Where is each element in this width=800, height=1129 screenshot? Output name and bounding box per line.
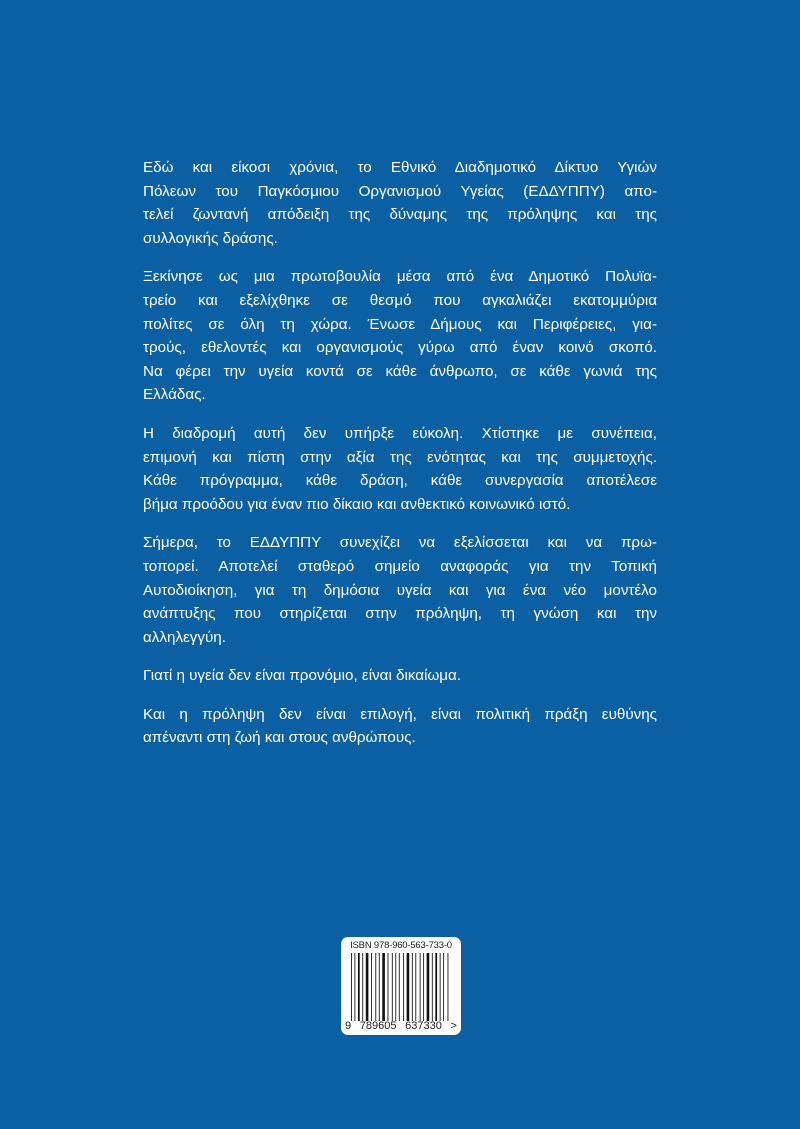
barcode-bar: [412, 953, 413, 1021]
barcode-bar: [395, 953, 396, 1021]
barcode-bar: [358, 953, 360, 1021]
barcode-bar: [371, 953, 372, 1021]
paragraph: [143, 664, 657, 688]
paragraph: [143, 703, 657, 750]
barcode-digit-group: 9: [345, 1020, 352, 1032]
barcode-bar: [403, 953, 404, 1021]
barcode-bar: [399, 953, 400, 1021]
text-line: επιμονή και πίστη στην αξία της ενότητας και της συμμετοχής.: [143, 448, 657, 466]
text-line: πολίτες σε όλη τη χώρα. Ένωσε Δήμους και Περιφέρειες, για-: [143, 315, 657, 333]
text-line: Κάθε πρόγραμμα, κάθε δράση, κάθε συνεργασία αποτέλεσε: [143, 472, 657, 490]
paragraph: [143, 156, 657, 250]
text-line: Σήμερα, το ΕΔΔΥΠΠΥ συνεχίζει να εξελίσσεται και να πρω-: [143, 534, 657, 552]
barcode-bar: [382, 953, 385, 1021]
text-line: απέναντι στη ζωή και στους ανθρώπους.: [143, 729, 416, 747]
text-line: Η διαδρομή αυτή δεν υπήρξε εύκολη. Χτίστηκε με συνέπεια,: [143, 424, 657, 442]
paragraph: [143, 531, 657, 649]
paragraph: [143, 422, 657, 516]
text-line: Αυτοδιοίκηση, για τη δημόσια υγεία και για ένα νέο μοντέλο: [143, 581, 657, 599]
barcode-bar: [443, 953, 444, 1021]
text-line: Να φέρει την υγεία κοντά σε κάθε άνθρωπο, σε κάθε γωνιά της: [143, 362, 657, 380]
text-line: Εδώ και είκοσι χρόνια, το Εθνικό Διαδημοτικό Δίκτυο Υγιών: [143, 159, 657, 176]
text-line: Πόλεων του Παγκόσμιου Οργανισμού Υγείας (ΕΔΔΥΠΠΥ) απο-: [143, 182, 657, 200]
barcode-bars: [351, 953, 451, 1021]
barcode-bar: [379, 953, 380, 1021]
barcode-bar: [407, 953, 410, 1021]
text-line: Γιατί η υγεία δεν είναι προνόμιο, είναι δικαίωμα.: [143, 667, 462, 685]
text-line: ανάπτυξης που στηρίζεται στην πρόληψη, τη γνώση και την: [143, 605, 657, 623]
text-line: συλλογικής δράσης.: [143, 229, 278, 247]
barcode-bar: [432, 953, 433, 1021]
paragraph: [143, 265, 657, 407]
barcode-bar: [448, 953, 449, 1021]
text-line: αλληλεγγύη.: [143, 628, 226, 646]
barcode-bar: [427, 953, 430, 1021]
barcode-bar: [375, 953, 376, 1021]
isbn-label: ISBN 978-960-563-733-0: [350, 940, 452, 951]
barcode-bar: [392, 953, 393, 1021]
text-line: τελεί ζωντανή απόδειξη της δύναμης της πρόληψης και της: [143, 206, 657, 224]
barcode-bar: [354, 953, 355, 1021]
text-line: τρούς, εθελοντές και οργανισμούς γύρω από έναν κοινό σκοπό.: [143, 339, 657, 357]
barcode-bar: [440, 953, 441, 1021]
barcode-digit-group: 637330: [405, 1020, 442, 1032]
barcode-digits: [345, 1020, 457, 1032]
barcode-digit-group: 789605: [359, 1020, 397, 1032]
barcode-bar: [415, 953, 416, 1021]
text-line: τρείο και εξελίχθηκε σε θεσμό που αγκαλιάζει εκατομμύρια: [143, 291, 657, 309]
text-line: Ελλάδας.: [143, 386, 206, 404]
isbn-barcode: [341, 937, 461, 1035]
text-line: Ξεκίνησε ως μια πρωτοβουλία μέσα από ένα Δημοτικό Πολυϊα-: [143, 268, 657, 286]
barcode-bar: [366, 953, 369, 1021]
barcode-bar: [362, 953, 363, 1021]
barcode-bar: [435, 953, 437, 1021]
text-line: τοπορεί. Αποτελεί σταθερό σημείο αναφοράς για την Τοπική: [143, 557, 657, 575]
text-line: Και η πρόληψη δεν είναι επιλογή, είναι πολιτική πράξη ευθύνης: [143, 705, 657, 723]
barcode-bar: [351, 953, 352, 1021]
back-cover-text: [143, 156, 657, 765]
text-line: βήμα προόδου για έναν πιο δίκαιο και ανθεκτικό κοινωνικό ιστό.: [143, 495, 571, 513]
barcode-bar: [423, 953, 424, 1021]
barcode-digit-group: >: [450, 1020, 457, 1032]
barcode-bar: [420, 953, 421, 1021]
barcode-bar: [388, 953, 389, 1021]
